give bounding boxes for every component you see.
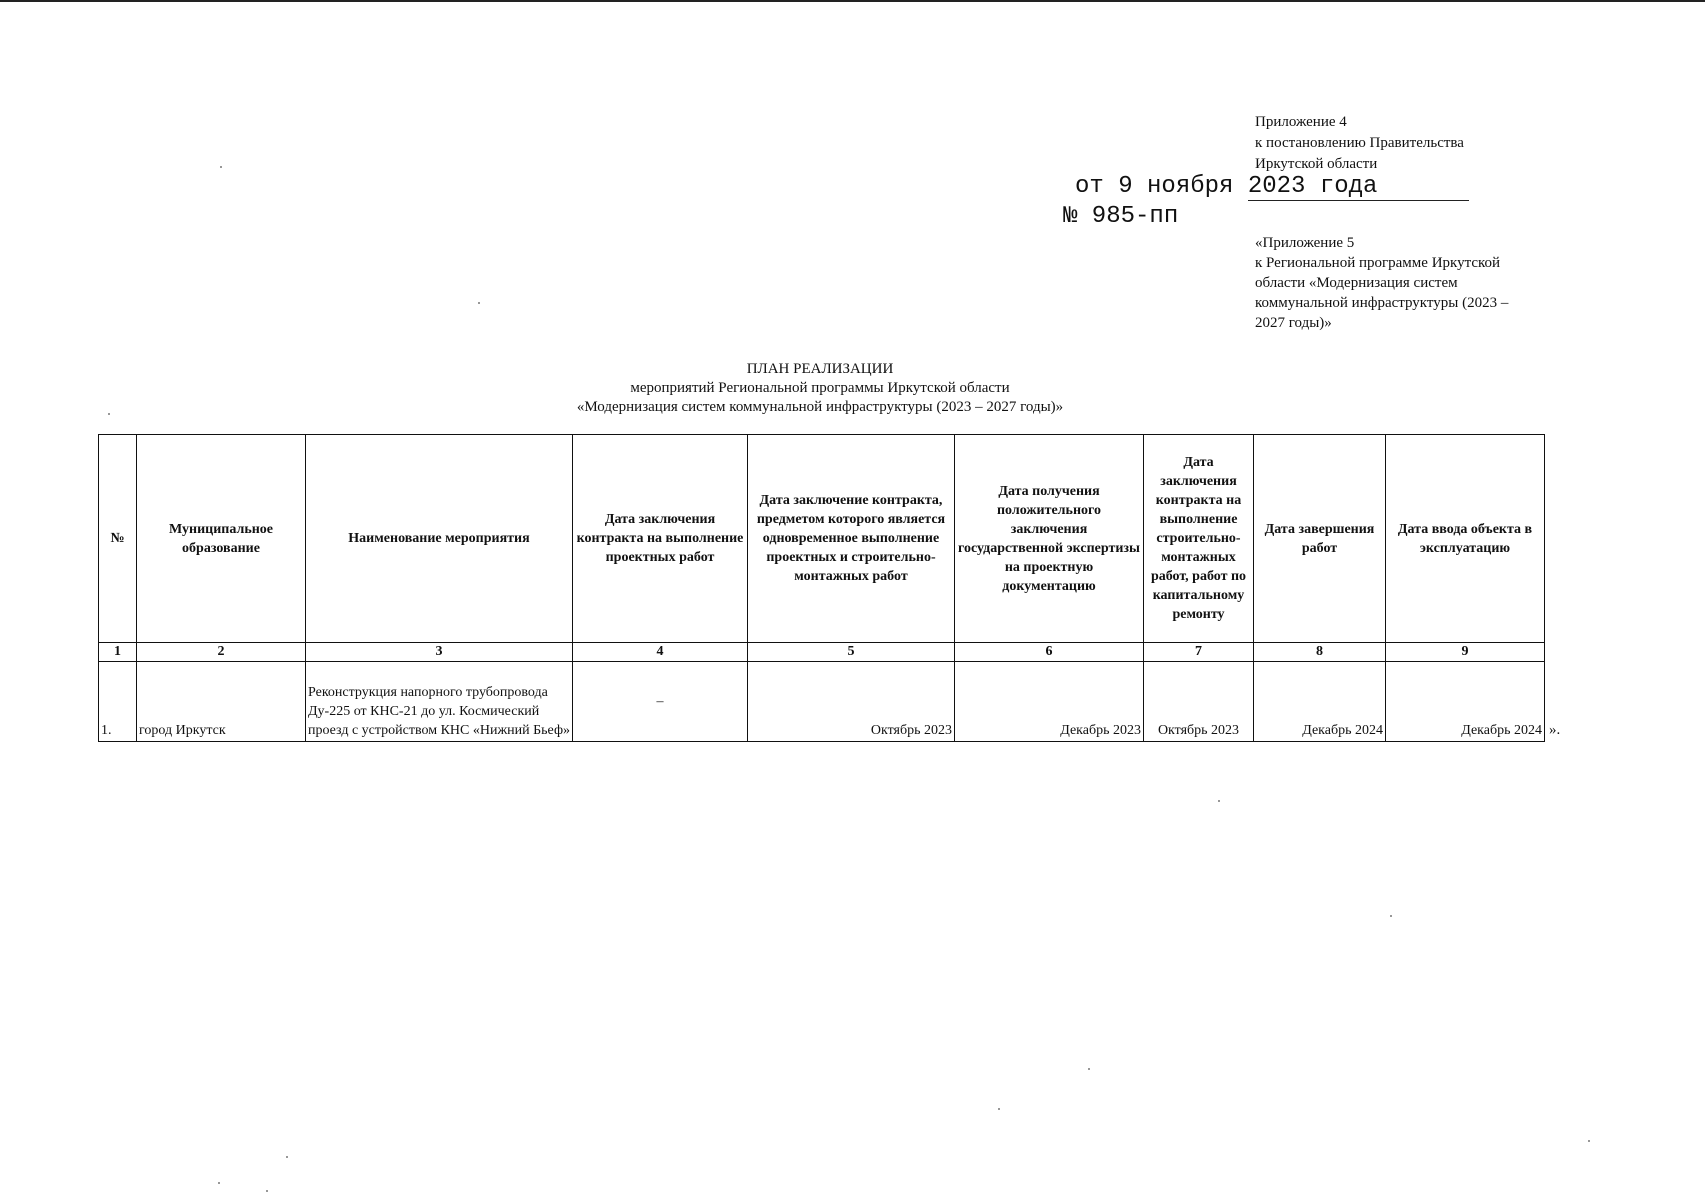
table-row — [99, 662, 1545, 742]
column-number-row — [99, 643, 1545, 662]
scan-speck — [1588, 1140, 1590, 1142]
plan-title-subtitle: мероприятий Региональной программы Иркутской области — [630, 380, 1010, 396]
cell-design-contract: – — [573, 662, 748, 742]
cell-commissioning: Декабрь 2024 — [1386, 662, 1545, 742]
cell-expertise: Декабрь 2023 — [955, 662, 1144, 742]
annex-4-title: Приложение 4 — [1255, 114, 1347, 130]
closing-quote-mark: ». — [1549, 722, 1561, 738]
scan-speck — [266, 1190, 268, 1192]
column-number: 2 — [137, 643, 306, 662]
header-cell-measure: Наименование мероприятия — [306, 435, 573, 643]
column-number: 6 — [955, 643, 1144, 662]
annex-5-header — [1255, 233, 1525, 333]
table-header-row — [99, 435, 1545, 643]
header-cell-expertise: Дата получения положительного заключения государственной экспертизы на проектную документацию — [955, 435, 1144, 643]
decree-number: № 985-пп — [1063, 203, 1179, 230]
plan-title — [420, 360, 1220, 417]
column-number: 1 — [99, 643, 137, 662]
cell-measure: Реконструкция напорного трубопровода Ду-225 от КНС-21 до ул. Космический проезд с устройством КНС «Нижний Бьеф» — [306, 662, 573, 742]
plan-table — [98, 434, 1545, 742]
annex-4-header — [1255, 112, 1555, 175]
header-cell-number: № — [99, 435, 137, 643]
header-cell-design-contract: Дата заключения контракта на выполнение проектных работ — [573, 435, 748, 643]
plan-title-heading: ПЛАН РЕАЛИЗАЦИИ — [746, 361, 894, 377]
header-cell-combined-contract: Дата заключение контракта, предметом которого является одновременное выполнение проектных и строительно-монтажных работ — [748, 435, 955, 643]
column-number: 3 — [306, 643, 573, 662]
decree-date-value: 2023 года — [1248, 173, 1470, 201]
column-number: 4 — [573, 643, 748, 662]
decree-date-prefix: от 9 ноября — [1075, 173, 1248, 200]
decree-date — [1075, 172, 1469, 202]
annex-4-line-3: Иркутской области — [1255, 156, 1378, 172]
decree-stamp — [1063, 172, 1469, 232]
column-number: 8 — [1254, 643, 1386, 662]
scan-speck — [108, 413, 110, 415]
cell-combined-contract: Октябрь 2023 — [748, 662, 955, 742]
scan-speck — [478, 302, 480, 304]
annex-5-description: к Региональной программе Иркутской области «Модернизация систем коммунальной инфраструктуры (2023 – 2027 годы)» — [1255, 255, 1509, 331]
scan-speck — [220, 166, 222, 168]
scan-speck — [998, 1108, 1000, 1110]
scan-speck — [1088, 1068, 1090, 1070]
cell-municipality: город Иркутск — [137, 662, 306, 742]
annex-5-title: «Приложение 5 — [1255, 235, 1355, 251]
scan-top-edge — [0, 0, 1705, 2]
header-cell-completion: Дата завершения работ — [1254, 435, 1386, 643]
cell-construction-contract: Октябрь 2023 — [1144, 662, 1254, 742]
scan-speck — [218, 1182, 220, 1184]
scan-speck — [1218, 800, 1220, 802]
cell-completion: Декабрь 2024 — [1254, 662, 1386, 742]
scan-speck — [286, 1156, 288, 1158]
column-number: 9 — [1386, 643, 1545, 662]
scan-speck — [1390, 915, 1392, 917]
header-cell-commissioning: Дата ввода объекта в эксплуатацию — [1386, 435, 1545, 643]
plan-title-program: «Модернизация систем коммунальной инфраструктуры (2023 – 2027 годы)» — [576, 399, 1064, 415]
header-cell-construction-contract: Дата заключения контракта на выполнение строительно-монтажных работ, работ по капитальному ремонту — [1144, 435, 1254, 643]
column-number: 7 — [1144, 643, 1254, 662]
column-number: 5 — [748, 643, 955, 662]
annex-4-line-2: к постановлению Правительства — [1255, 135, 1464, 151]
cell-row-number: 1. — [99, 662, 137, 742]
header-cell-municipality: Муниципальное образование — [137, 435, 306, 643]
